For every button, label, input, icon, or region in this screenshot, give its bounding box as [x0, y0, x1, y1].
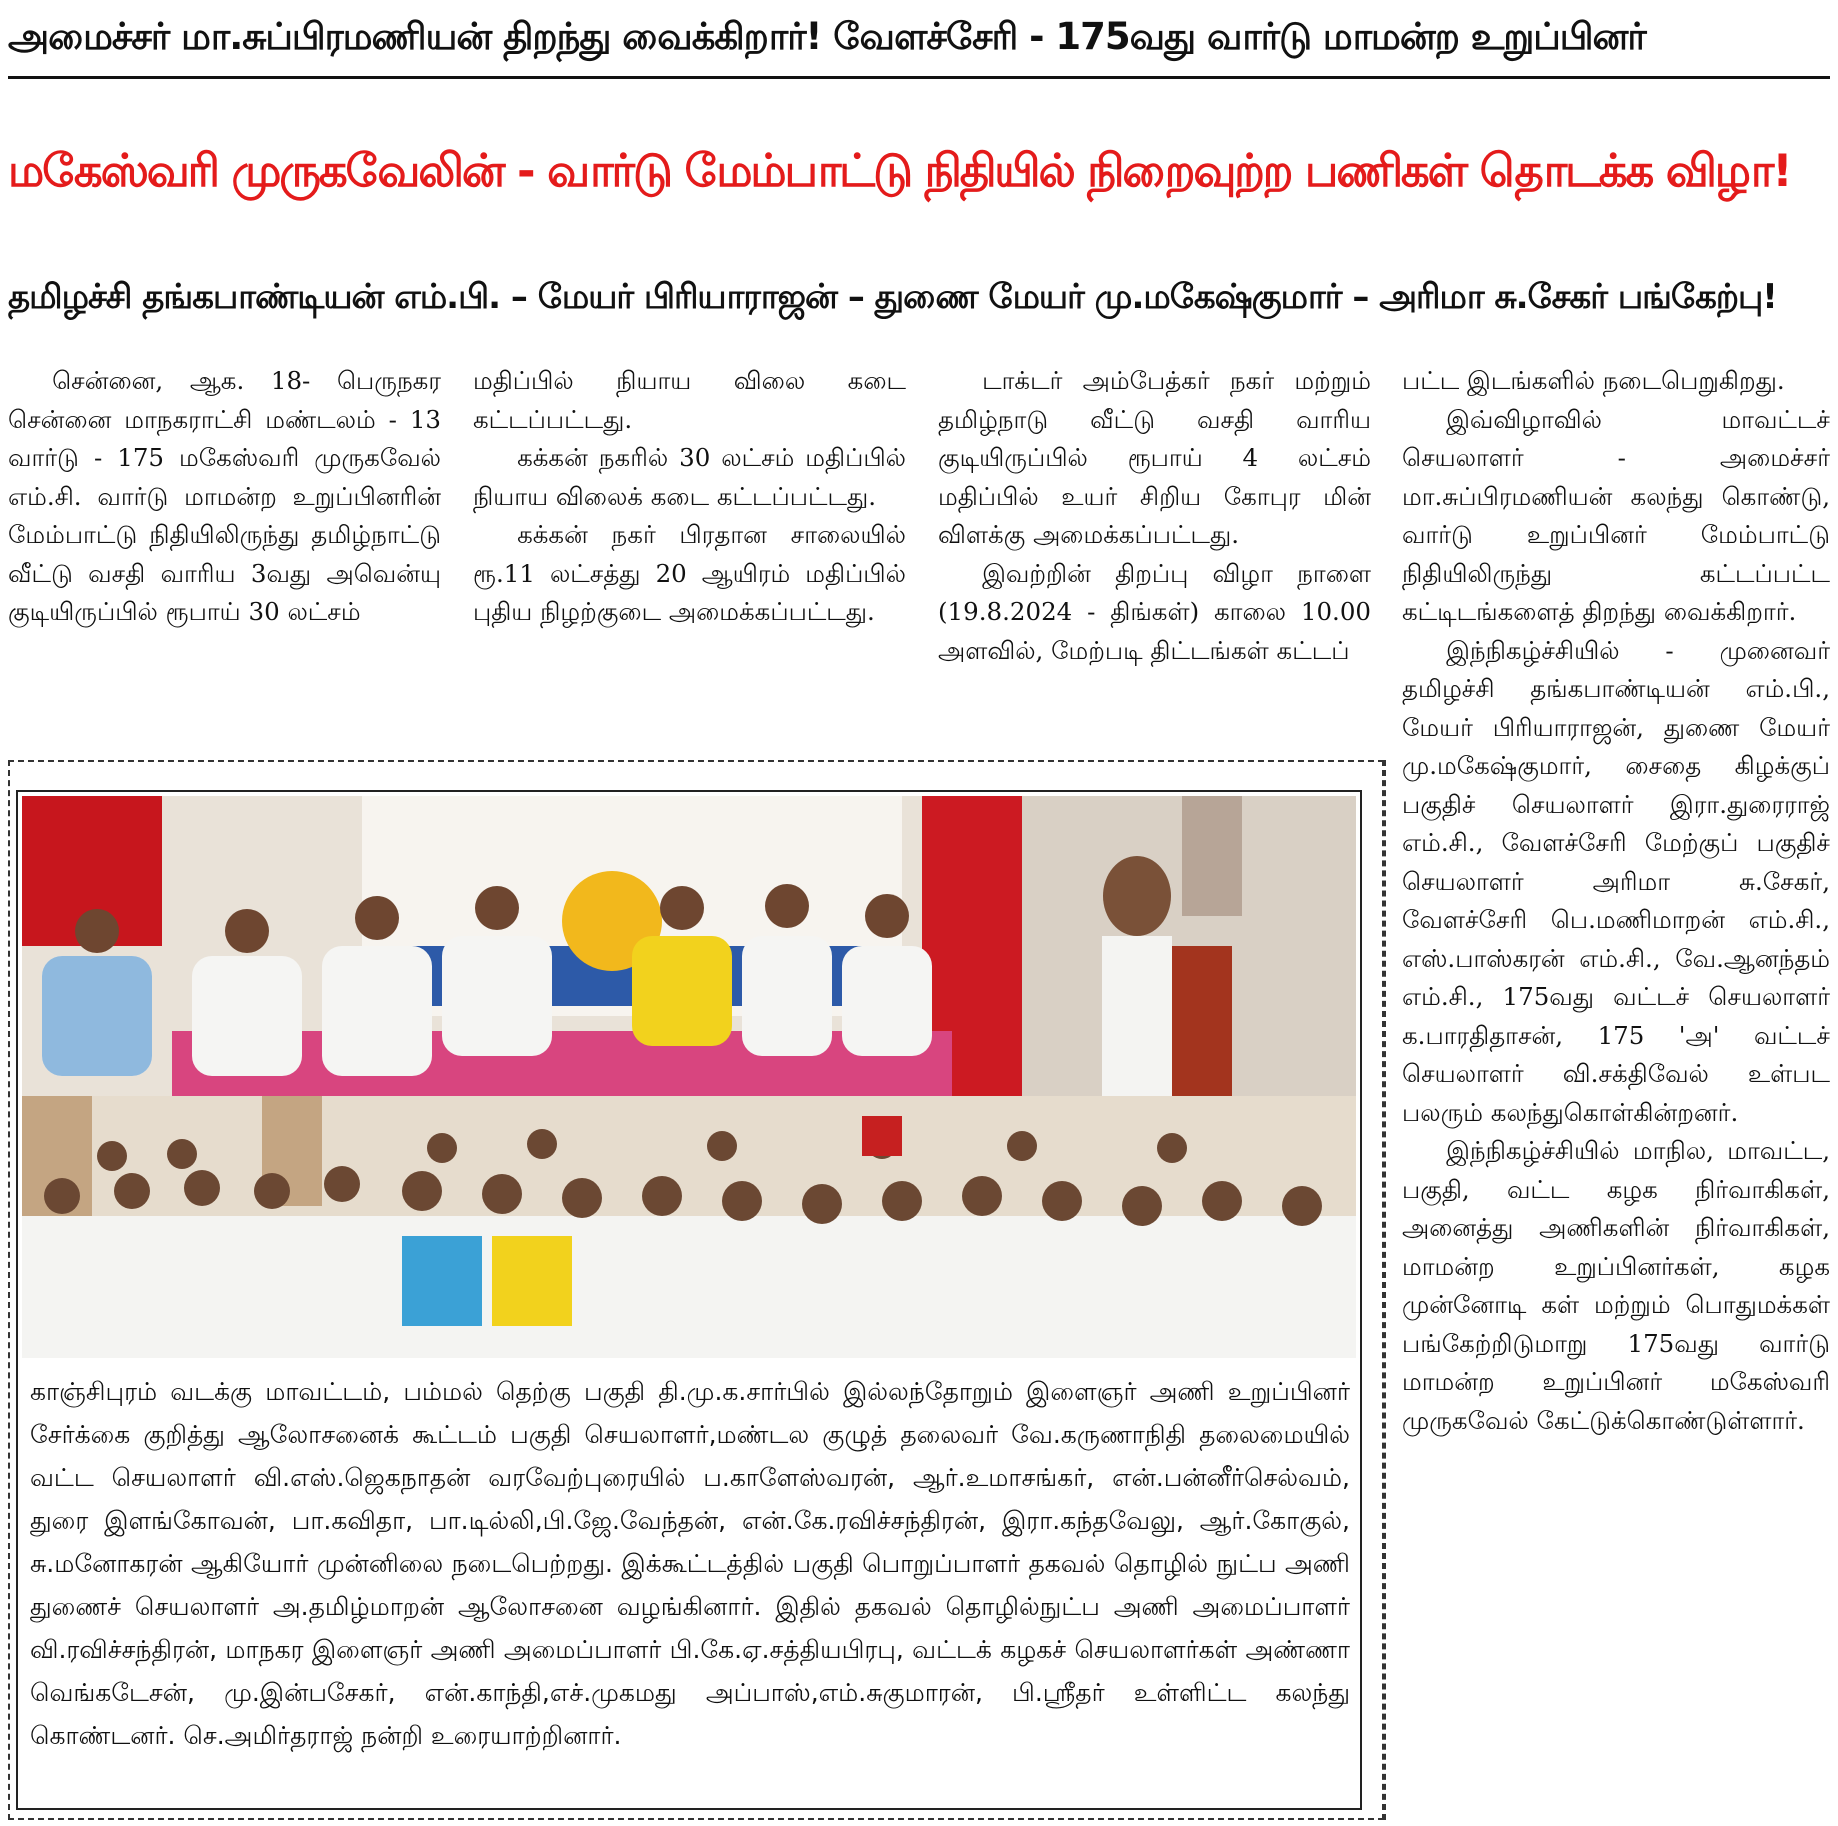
paragraph: இவ்விழாவில் மாவட்டச் செயலாளர் - அமைச்சர் மா.சுப்பிரமணியன் கலந்து கொண்டு, வார்டு உறுப்பினர் மேம்பாட்டு நிதியிலிருந்து கட்டப்பட்ட கட்டிடங்களைத் திறந்து வைக்கிறார்.	[1402, 404, 1830, 626]
paragraph: கக்கன் நகரில் 30 லட்சம் மதிப்பில் நியாய விலைக் கடை கட்டப்பட்டது.	[473, 443, 906, 511]
article-column-2	[473, 362, 906, 734]
photo-caption: காஞ்சிபுரம் வடக்கு மாவட்டம், பம்மல் தெற்கு பகுதி தி.மு.க.சார்பில் இல்லந்தோறும் இளைஞர் அணி உறுப்பினர் சேர்க்கை குறித்து ஆலோசனைக் கூட்டம் பகுதி செயலாளர்,மண்டல குழுத் தலைவர் வே.கருணாநிதி தலைமையில் வட்ட செயலாளர் வி.எஸ்.ஜெகநாதன் வரவேற்புரையில் ப.காளேஸ்வரன், ஆர்.உமாசங்கர், என்.பன்னீர்செல்வம், துரை இளங்கோவன், பா.கவிதா, பா.டில்லி,பி.ஜே.வேந்தன், என்.கே.ரவிச்சந்திரன், இரா.கந்தவேலு, ஆர்.கோகுல், சு.மனோகரன் ஆகியோர் முன்னிலை நடைபெற்றது. இக்கூட்டத்தில் பகுதி பொறுப்பாளர் தகவல் தொழில் நுட்ப அணி துணைச் செயலாளர் அ.தமிழ்மாறன் ஆலோசனை வழங்கினார். இதில் தகவல் தொழில்நுட்ப அணி அமைப்பாளர் வி.ரவிச்சந்திரன், மாநகர இளைஞர் அணி அமைப்பாளர் பி.கே.ஏ.சத்தியபிரபு, வட்டக் கழகச் செயலாளர்கள் அண்ணா வெங்கடேசன், மு.இன்பசேகர், என்.காந்தி,எச்.முகமது அப்பாஸ்,எம்.சுகுமாரன், பி.ஸ்ரீதர் உள்ளிட்ட கலந்து கொண்டனர். செ.அமிர்தராஜ் நன்றி உரையாற்றினார்.	[30, 1377, 1350, 1750]
photo-frame	[16, 790, 1362, 1810]
paragraph: டாக்டர் அம்பேத்கர் நகர் மற்றும் தமிழ்நாடு வீட்டு வசதி வாரிய குடியிருப்பில் ரூபாய் 4 லட்சம் மதிப்பில் உயர் சிறிய கோபுர மின் விளக்கு அமைக்கப்பட்டது.	[938, 366, 1371, 549]
headline-rule	[8, 76, 1830, 79]
paragraph: இந்நிகழ்ச்சியில் மாநில, மாவட்ட, பகுதி, வட்ட கழக நிர்வாகிகள், அனைத்து அணிகளின் நிர்வாகிகள், மாமன்ற உறுப்பினர்கள், கழக முன்னோடி கள் மற்றும் பொதுமக்கள் பங்கேற்றிடுமாறு 175வது வார்டு மாமன்ற உறுப்பினர் மகேஸ்வரி முருகவேல் கேட்டுக்கொண்டுள்ளார்.	[1402, 1136, 1830, 1435]
article-column-4	[1402, 362, 1830, 1820]
main-headline: மகேஸ்வரி முருகவேலின் - வார்டு மேம்பாட்டு நிதியில் நிறைவுற்ற பணிகள் தொடக்க விழா!	[8, 144, 1791, 197]
meeting-photo	[22, 796, 1356, 1358]
paragraph: சென்னை, ஆக. 18- பெருநகர சென்னை மாநகராட்சி மண்டலம் - 13 வார்டு - 175 மகேஸ்வரி முருகவேல் எம்.சி. வார்டு மாமன்ற உறுப்பினரின் மேம்பாட்டு நிதியிலிருந்து தமிழ்நாட்டு வீட்டு வசதி வாரிய 3வது அவென்யு குடியிருப்பில் ரூபாய் 30 லட்சம்	[8, 366, 441, 626]
paragraph: மதிப்பில் நியாய விலை கடை கட்டப்பட்டது.	[473, 366, 906, 434]
article-column-1	[8, 362, 441, 734]
kicker-headline: அமைச்சர் மா.சுப்பிரமணியன் திறந்து வைக்கிறார்! வேளச்சேரி - 175வது வார்டு மாமன்ற உறுப்பினர்	[8, 15, 1646, 58]
subheadline: தமிழச்சி தங்கபாண்டியன் எம்.பி. – மேயர் பிரியாராஜன் – துணை மேயர் மு.மகேஷ்குமார் – அரிமா சு.சேகர் பங்கேற்பு!	[8, 277, 1777, 317]
paragraph: கக்கன் நகர் பிரதான சாலையில் ரூ.11 லட்சத்து 20 ஆயிரம் மதிப்பில் புதிய நிழற்குடை அமைக்கப்பட்டது.	[473, 520, 906, 626]
paragraph: இந்நிகழ்ச்சியில் - முனைவர் தமிழச்சி தங்கபாண்டியன் எம்.பி., மேயர் பிரியாராஜன், துணை மேயர் மு.மகேஷ்குமார், சைதை கிழக்குப் பகுதிச் செயலாளர் இரா.துரைராஜ் எம்.சி., வேளச்சேரி மேற்குப் பகுதிச் செயலாளர் அரிமா சு.சேகர், வேளச்சேரி பெ.மணிமாறன் எம்.சி., எஸ்.பாஸ்கரன் எம்.சி., வே.ஆனந்தம் எம்.சி., 175வது வட்டச் செயலாளர் க.பாரதிதாசன், 175 'அ' வட்டச் செயலாளர் வி.சக்திவேல் உள்பட பலரும் கலந்துகொள்கின்றனர்.	[1402, 635, 1830, 1127]
article-column-3	[938, 362, 1371, 734]
paragraph: பட்ட இடங்களில் நடைபெறுகிறது.	[1402, 366, 1785, 395]
paragraph: இவற்றின் திறப்பு விழா நாளை (19.8.2024 - திங்கள்) காலை 10.00 அளவில், மேற்படி திட்டங்கள் கட்டப்	[938, 558, 1371, 665]
column-divider	[1384, 760, 1386, 1820]
